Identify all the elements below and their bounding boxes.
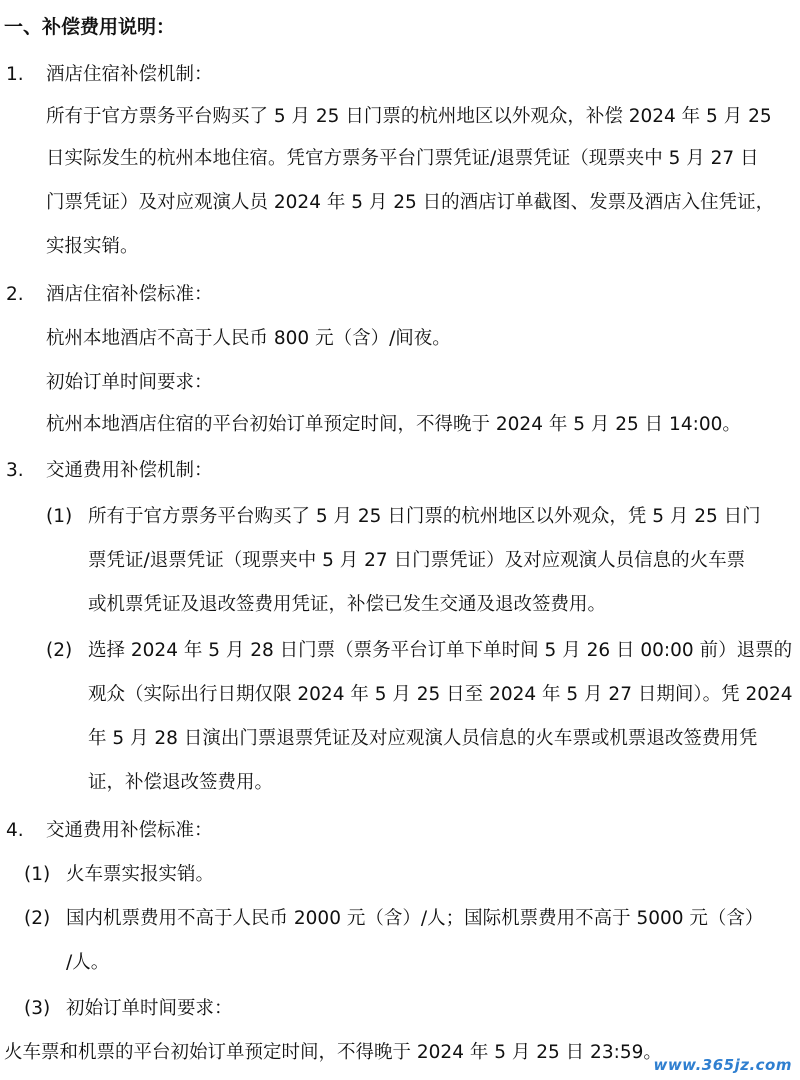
item-4-sub-2-line-1: 国内机票费用不高于人民币 2000 元（含）/人；国际机票费用不高于 5000 元（含） [66,908,764,929]
item-2-line-2: 初始订单时间要求： [46,372,213,393]
item-1-line-2: 日实际发生的杭州本地住宿。凭官方票务平台门票凭证/退票凭证（现票夹中 5 月 27 日 [46,148,759,169]
item-1-line-3: 门票凭证）及对应观演人员 2024 年 5 月 25 日的酒店订单截图、发票及酒店入住凭证， [46,192,775,213]
item-3-sub-2-number: (2) [46,640,73,661]
item-1-heading: 酒店住宿补偿机制： [46,64,213,85]
item-3-sub-1-line-2: 票凭证/退票凭证（现票夹中 5 月 27 日门票凭证）及对应观演人员信息的火车票 [88,550,746,571]
item-4-sub-2-number: (2) [24,908,51,929]
item-4-heading: 交通费用补偿标准： [46,820,213,841]
item-3-sub-2-line-4: 证，补偿退改签费用。 [88,772,274,793]
item-4-sub-2-line-2: /人。 [66,952,110,973]
item-2-number: 2. [6,284,24,305]
item-4-sub-1-number: (1) [24,864,51,885]
item-3-sub-2-line-3: 年 5 月 28 日演出门票退票凭证及对应观演人员信息的火车票或机票退改签费用凭 [88,728,758,749]
item-3-heading: 交通费用补偿机制： [46,460,213,481]
item-1-line-1: 所有于官方票务平台购买了 5 月 25 日门票的杭州地区以外观众，补偿 2024 年 5 月 25 [46,106,772,127]
item-1-line-4: 实报实销。 [46,236,139,257]
item-4-final-line: 火车票和机票的平台初始订单预定时间，不得晚于 2024 年 5 月 25 日 23:59。 [4,1042,662,1063]
item-4-number: 4. [6,820,24,841]
item-4-sub-1-text: 火车票实报实销。 [66,864,215,885]
item-4-sub-3-text: 初始订单时间要求： [66,998,233,1019]
item-2-line-1: 杭州本地酒店不高于人民币 800 元（含）/间夜。 [46,328,451,349]
item-2-heading: 酒店住宿补偿标准： [46,284,213,305]
watermark: www.365jz.com [653,1056,792,1074]
item-3-number: 3. [6,460,24,481]
section-title: 一、补偿费用说明： [4,16,176,38]
item-3-sub-1-line-3: 或机票凭证及退改签费用凭证，补偿已发生交通及退改签费用。 [88,594,607,615]
item-2-line-3: 杭州本地酒店住宿的平台初始订单预定时间，不得晚于 2024 年 5 月 25 日 14:00。 [46,414,741,435]
item-3-sub-2-line-1: 选择 2024 年 5 月 28 日门票（票务平台订单下单时间 5 月 26 日 00:00 前）退票的 [88,640,793,661]
item-3-sub-1-line-1: 所有于官方票务平台购买了 5 月 25 日门票的杭州地区以外观众，凭 5 月 25 日门 [88,506,761,527]
item-3-sub-2-line-2: 观众（实际出行日期仅限 2024 年 5 月 25 日至 2024 年 5 月 27 日期间）。凭 2024 [88,684,793,705]
item-4-sub-3-number: (3) [24,998,51,1019]
item-1-number: 1. [6,64,24,85]
item-3-sub-1-number: (1) [46,506,73,527]
